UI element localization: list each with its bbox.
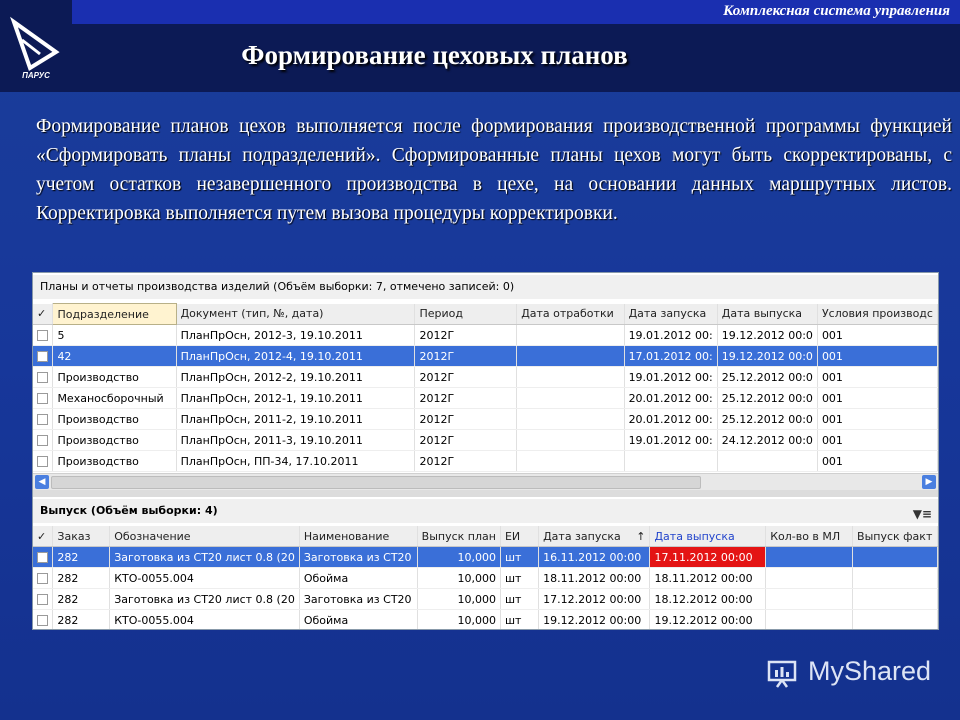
sort-desc-icon: ↑ (636, 529, 646, 543)
table-cell (517, 451, 624, 472)
watermark (766, 654, 946, 694)
column-header[interactable]: Дата отработки (517, 304, 624, 325)
row-checkbox[interactable] (37, 552, 48, 563)
table-cell: 18.11.2012 00:00 (650, 568, 766, 589)
sail-logo-icon (0, 0, 72, 92)
table-cell: ПланПрОсн, 2012-1, 19.10.2011 (176, 388, 415, 409)
table-cell: 001 (817, 451, 937, 472)
table-cell: 5 (53, 325, 176, 346)
row-checkbox-cell[interactable] (33, 547, 53, 568)
table-cell: 16.11.2012 00:00 (539, 547, 650, 568)
table-cell: Обойма (299, 610, 417, 631)
app-panel (32, 272, 939, 630)
table-cell: ПланПрОсн, 2012-4, 19.10.2011 (176, 346, 415, 367)
table-row[interactable] (33, 430, 938, 451)
table-cell: 001 (817, 325, 937, 346)
presentation-icon (766, 656, 798, 688)
column-header[interactable]: Наименование (299, 526, 417, 547)
table-cell: 282 (53, 568, 110, 589)
logo (0, 0, 72, 92)
table-cell: 282 (53, 589, 110, 610)
table-cell: ПланПрОсн, 2012-3, 19.10.2011 (176, 325, 415, 346)
table-cell (766, 589, 853, 610)
row-checkbox-cell[interactable] (33, 568, 53, 589)
table-cell: ПланПрОсн, 2012-2, 19.10.2011 (176, 367, 415, 388)
table-cell: 19.01.2012 00: (624, 367, 717, 388)
table-cell: 25.12.2012 00:0 (717, 409, 817, 430)
filter-icon[interactable]: ▼≡ (912, 507, 932, 521)
release-grid-title: Выпуск (Объём выборки: 4) (40, 504, 218, 517)
table-cell: 282 (53, 547, 110, 568)
column-header[interactable]: Кол-во в МЛ (766, 526, 853, 547)
table-cell (517, 367, 624, 388)
table-row[interactable] (33, 547, 938, 568)
panel-splitter[interactable] (33, 490, 938, 497)
column-header[interactable]: Обозначение (110, 526, 300, 547)
release-grid-header (33, 526, 938, 547)
table-cell: КТО-0055.004 (110, 610, 300, 631)
table-cell: 19.12.2012 00:0 (717, 346, 817, 367)
row-checkbox[interactable] (37, 615, 48, 626)
column-header[interactable]: Заказ (53, 526, 110, 547)
table-row[interactable] (33, 346, 938, 367)
table-cell: 001 (817, 388, 937, 409)
row-checkbox[interactable] (37, 414, 48, 425)
table-cell (517, 430, 624, 451)
table-cell: Механосборочный (53, 388, 176, 409)
table-cell: 19.12.2012 00:0 (717, 325, 817, 346)
table-cell: 2012Г (415, 388, 517, 409)
table-cell: 2012Г (415, 346, 517, 367)
release-grid-caption (33, 499, 938, 523)
table-cell: 42 (53, 346, 176, 367)
table-cell: Заготовка из СТ20 (299, 589, 417, 610)
table-row[interactable] (33, 610, 938, 631)
table-cell: шт (500, 610, 538, 631)
row-checkbox[interactable] (37, 456, 48, 467)
column-header[interactable]: Дата запуска (624, 304, 717, 325)
row-checkbox[interactable] (37, 351, 48, 362)
table-cell (517, 409, 624, 430)
watermark-text: MyShared (808, 656, 932, 686)
table-cell: шт (500, 589, 538, 610)
table-cell: 18.11.2012 00:00 (539, 568, 650, 589)
table-cell: 17.11.2012 00:00 (650, 547, 766, 568)
table-cell: 001 (817, 409, 937, 430)
check-all-header[interactable]: ✓ (33, 304, 53, 325)
column-header[interactable]: Дата выпуска (650, 526, 766, 547)
table-cell: Заготовка из СТ20 (299, 547, 417, 568)
table-cell: Заготовка из СТ20 лист 0.8 (20 (110, 589, 300, 610)
row-checkbox[interactable] (37, 393, 48, 404)
column-header[interactable] (539, 526, 650, 547)
table-cell: 001 (817, 430, 937, 451)
row-checkbox[interactable] (37, 372, 48, 383)
column-header[interactable]: ЕИ (500, 526, 538, 547)
table-cell (766, 610, 853, 631)
column-header[interactable]: Условия производс (817, 304, 937, 325)
column-header[interactable]: Дата выпуска (717, 304, 817, 325)
plans-grid-caption: Планы и отчеты производства изделий (Объём выборки: 7, отмечено записей: 0) (33, 275, 938, 299)
table-cell: ПланПрОсн, 2011-3, 19.10.2011 (176, 430, 415, 451)
table-cell: 18.12.2012 00:00 (650, 589, 766, 610)
row-checkbox-cell[interactable] (33, 409, 53, 430)
table-cell: 10,000 (417, 547, 500, 568)
table-cell (766, 568, 853, 589)
row-checkbox-cell[interactable] (33, 451, 53, 472)
row-checkbox-cell[interactable] (33, 610, 53, 631)
table-cell: 10,000 (417, 610, 500, 631)
table-cell: 25.12.2012 00:0 (717, 388, 817, 409)
row-checkbox-cell[interactable] (33, 346, 53, 367)
table-cell (624, 451, 717, 472)
description-paragraph: Формирование планов цехов выполняется после формирования производственной программы функцией «Сформировать планы подразделений». Сформированные планы цехов могут быть скорректированы, с учетом остатков незавершенного производства в цехе, на основании данных маршрутных листов. Корректировка выполняется путем вызова процедуры корректировки. (36, 116, 952, 224)
table-cell (766, 547, 853, 568)
table-cell: 2012Г (415, 451, 517, 472)
column-header[interactable]: Период (415, 304, 517, 325)
table-cell: 25.12.2012 00:0 (717, 367, 817, 388)
table-cell: шт (500, 547, 538, 568)
table-cell: КТО-0055.004 (110, 568, 300, 589)
table-cell (853, 568, 938, 589)
table-cell: 2012Г (415, 409, 517, 430)
table-cell: Заготовка из СТ20 лист 0.8 (20 (110, 547, 300, 568)
table-cell: 19.12.2012 00:00 (650, 610, 766, 631)
column-header-label: Дата запуска (543, 529, 621, 543)
table-cell: ПланПрОсн, ПП-34, 17.10.2011 (176, 451, 415, 472)
table-row[interactable] (33, 409, 938, 430)
system-name: Комплексная система управления (723, 3, 950, 19)
row-checkbox[interactable] (37, 594, 48, 605)
table-cell: 24.12.2012 00:0 (717, 430, 817, 451)
plans-grid-header (33, 304, 938, 325)
table-cell: Производство (53, 367, 176, 388)
table-row[interactable] (33, 568, 938, 589)
table-cell (517, 325, 624, 346)
table-cell (517, 346, 624, 367)
table-cell: 19.01.2012 00: (624, 430, 717, 451)
table-cell: 20.01.2012 00: (624, 388, 717, 409)
table-cell: 10,000 (417, 589, 500, 610)
column-header[interactable]: Выпуск факт (853, 526, 938, 547)
table-cell: 2012Г (415, 367, 517, 388)
table-cell (517, 388, 624, 409)
table-cell: шт (500, 568, 538, 589)
logo-text: ПАРУС (22, 71, 50, 80)
table-cell (853, 610, 938, 631)
table-cell: 20.01.2012 00: (624, 409, 717, 430)
table-cell: 19.12.2012 00:00 (539, 610, 650, 631)
horizontal-scrollbar[interactable] (33, 473, 938, 490)
table-cell: Производство (53, 409, 176, 430)
table-cell: 17.01.2012 00: (624, 346, 717, 367)
check-all-header[interactable]: ✓ (33, 526, 53, 547)
release-grid (33, 526, 938, 630)
table-cell: ПланПрОсн, 2011-2, 19.10.2011 (176, 409, 415, 430)
table-row[interactable] (33, 325, 938, 346)
table-row[interactable] (33, 367, 938, 388)
table-row[interactable] (33, 388, 938, 409)
scroll-thumb[interactable] (51, 476, 701, 489)
row-checkbox-cell[interactable] (33, 325, 53, 346)
table-cell: 001 (817, 367, 937, 388)
top-bar (0, 0, 960, 24)
page-title: Формирование цеховых планов (241, 40, 628, 70)
column-header[interactable]: Выпуск план (417, 526, 500, 547)
row-checkbox-cell[interactable] (33, 430, 53, 451)
scroll-left-icon[interactable]: ◀ (35, 475, 49, 489)
table-row[interactable] (33, 589, 938, 610)
table-cell: 19.01.2012 00: (624, 325, 717, 346)
column-header[interactable]: Документ (тип, №, дата) (176, 304, 415, 325)
row-checkbox-cell[interactable] (33, 388, 53, 409)
table-row[interactable] (33, 451, 938, 472)
table-cell (717, 451, 817, 472)
row-checkbox-cell[interactable] (33, 367, 53, 388)
scroll-right-icon[interactable]: ▶ (922, 475, 936, 489)
row-checkbox-cell[interactable] (33, 589, 53, 610)
plans-grid (33, 303, 938, 472)
table-cell: 17.12.2012 00:00 (539, 589, 650, 610)
table-cell: Производство (53, 430, 176, 451)
table-cell (853, 589, 938, 610)
table-cell: 2012Г (415, 430, 517, 451)
row-checkbox[interactable] (37, 435, 48, 446)
table-cell (853, 547, 938, 568)
table-cell: Производство (53, 451, 176, 472)
table-cell: 282 (53, 610, 110, 631)
table-cell: 10,000 (417, 568, 500, 589)
table-cell: 2012Г (415, 325, 517, 346)
column-header[interactable]: Подразделение (53, 304, 176, 325)
table-cell: Обойма (299, 568, 417, 589)
row-checkbox[interactable] (37, 573, 48, 584)
row-checkbox[interactable] (37, 330, 48, 341)
table-cell: 001 (817, 346, 937, 367)
